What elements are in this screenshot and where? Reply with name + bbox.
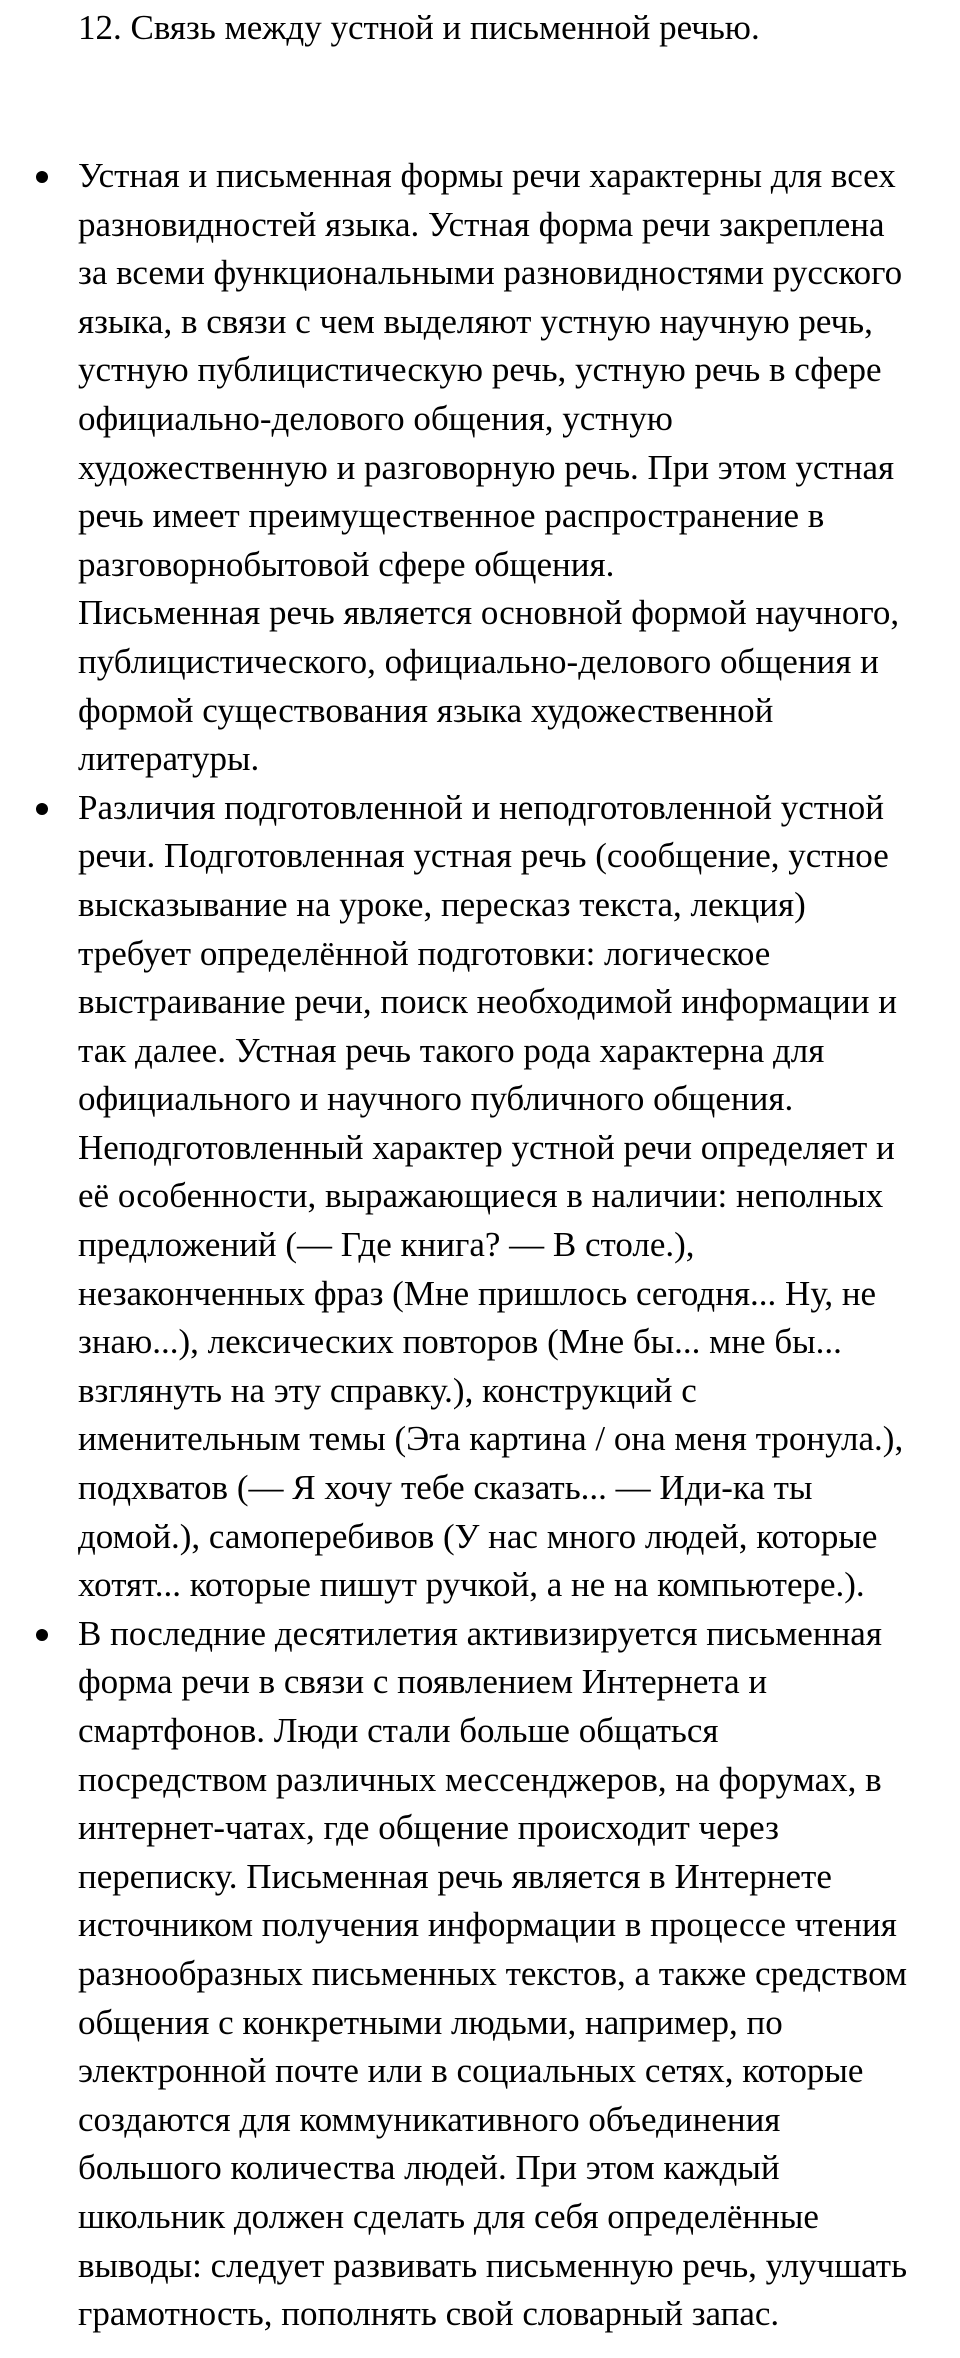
text-line: домой.), самоперебивов (У нас много людей, которые	[78, 1516, 878, 1556]
text-line: языка, в связи с чем выделяют устную научную речь,	[78, 301, 873, 341]
text-line: её особенности, выражающиеся в наличии: неполных	[78, 1176, 884, 1216]
text-line: посредством различных мессенджеров, на форумах, в	[78, 1759, 882, 1799]
text-line: переписку. Письменная речь является в Интернете	[78, 1856, 832, 1896]
text-line: грамотность, пополнять свой словарный запас.	[78, 2294, 780, 2334]
text-line: В последние десятилетия активизируется письменная	[78, 1613, 882, 1653]
text-line: выстраивание речи, поиск необходимой информации и	[78, 982, 897, 1022]
text-line: знаю...), лексических повторов (Мне бы... мне бы...	[78, 1322, 842, 1362]
text-line: форма речи в связи с появлением Интернета и	[78, 1662, 768, 1702]
text-line: общения с конкретными людьми, например, по	[78, 2002, 783, 2042]
text-line: незаконченных фраз (Мне пришлось сегодня... Ну, не	[78, 1273, 877, 1313]
bullet-point-icon	[36, 1629, 48, 1641]
text-line: разновидностей языка. Устная форма речи закреплена	[78, 204, 885, 244]
text-line: электронной почте или в социальных сетях, которые	[78, 2051, 864, 2091]
text-line: подхватов (— Я хочу тебе сказать... — Иди-ка ты	[78, 1468, 813, 1508]
page-title: 12. Связь между устной и письменной речью.	[78, 8, 760, 47]
text-line: художественную и разговорную речь. При этом устная	[78, 447, 895, 487]
text-line: формой существования языка художественной	[78, 690, 774, 730]
text-line: официально-делового общения, устную	[78, 398, 673, 438]
text-line: за всеми функциональными разновидностями русского	[78, 253, 903, 293]
text-line: Письменная речь является основной формой научного,	[78, 593, 900, 633]
text-line: так далее. Устная речь такого рода характерна для	[78, 1030, 825, 1070]
text-line: требует определённой подготовки: логическое	[78, 933, 771, 973]
text-line: речи. Подготовленная устная речь (сообщение, устное	[78, 836, 889, 876]
text-line: устную публицистическую речь, устную речь в сфере	[78, 350, 882, 390]
text-line: источником получения информации в процессе чтения	[78, 1905, 897, 1945]
paragraph-text	[78, 152, 954, 784]
text-line: Различия подготовленной и неподготовленной устной	[78, 787, 885, 827]
list-item-oral-written-forms	[0, 152, 954, 784]
text-line: разнообразных письменных текстов, а также средством	[78, 1953, 908, 1993]
text-line: школьник должен сделать для себя определённые	[78, 2196, 819, 2236]
paragraph-text	[78, 1610, 954, 2339]
bullet-point-icon	[36, 171, 48, 183]
bullet-point-icon	[36, 803, 48, 815]
text-line: создаются для коммуникативного объединения	[78, 2099, 781, 2139]
text-line: выводы: следует развивать письменную речь, улучшать	[78, 2245, 908, 2285]
text-line: литературы.	[78, 739, 260, 779]
list-item-prepared-unprepared-speech	[0, 784, 954, 1610]
bullet-list	[0, 152, 960, 2339]
text-line: хотят... которые пишут ручкой, а не на компьютере.).	[78, 1565, 865, 1605]
list-item-written-speech-internet	[0, 1610, 954, 2339]
text-line: официального и научного публичного общения.	[78, 1079, 794, 1119]
text-line: именительным темы (Эта картина / она меня тронула.),	[78, 1419, 904, 1459]
text-line: высказывание на уроке, пересказ текста, лекция)	[78, 884, 806, 924]
text-line: взглянуть на эту справку.), конструкций с	[78, 1370, 697, 1410]
text-line: разговорнобытовой сфере общения.	[78, 544, 615, 584]
text-line: большого количества людей. При этом каждый	[78, 2148, 780, 2188]
text-line: Неподготовленный характер устной речи определяет и	[78, 1127, 895, 1167]
text-line: речь имеет преимущественное распространение в	[78, 496, 825, 536]
text-line: Устная и письменная формы речи характерны для всех	[78, 156, 896, 195]
text-line: смартфонов. Люди стали больше общаться	[78, 1711, 719, 1750]
text-line: публицистического, официально-делового общения и	[78, 641, 879, 681]
paragraph-text	[78, 784, 954, 1610]
text-line: предложений (— Где книга? — В столе.),	[78, 1225, 695, 1265]
text-line: интернет-чатах, где общение происходит через	[78, 1808, 779, 1848]
